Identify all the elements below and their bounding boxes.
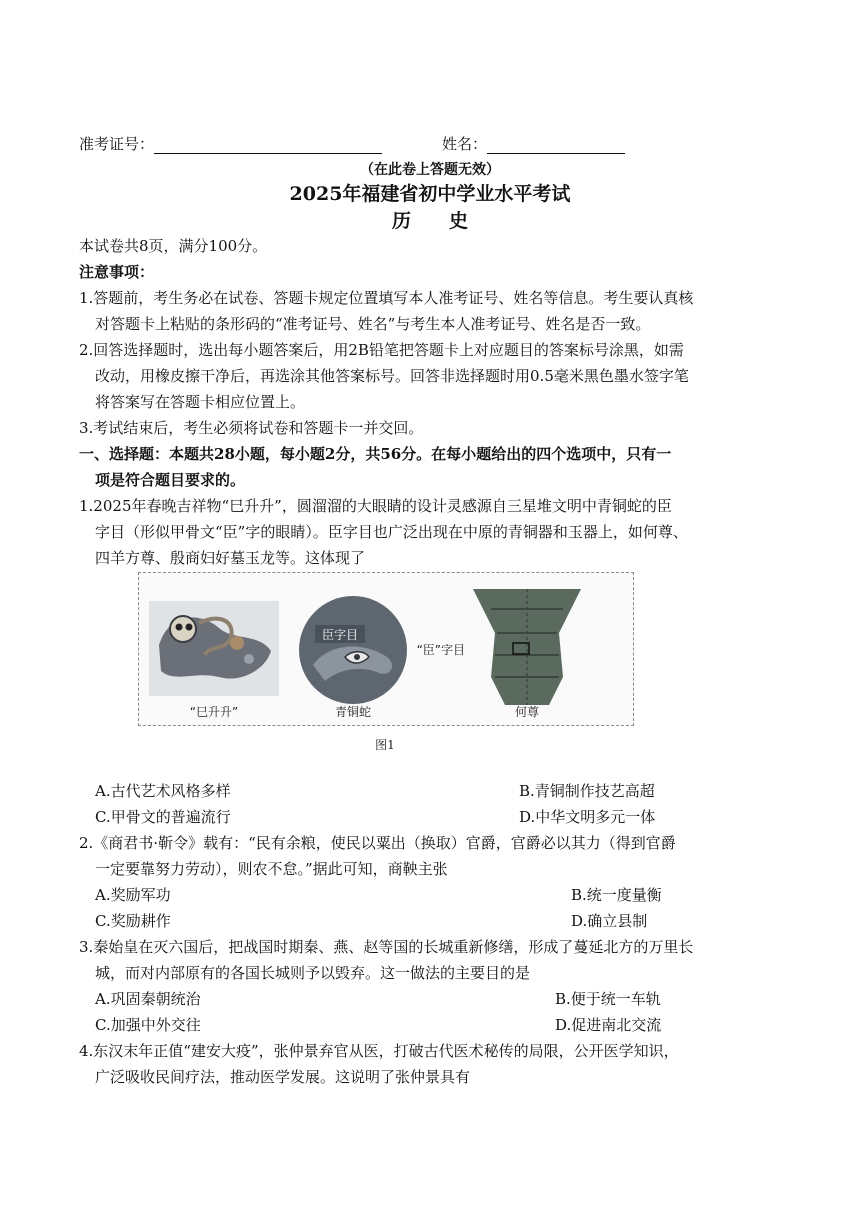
q2-option-a[interactable]: A.奖励军功 <box>95 886 171 904</box>
q1-option-a[interactable]: A.古代艺术风格多样 <box>95 782 231 800</box>
q2-option-b[interactable]: B.统一度量衡 <box>571 886 662 904</box>
q1-line-2: 字目（形似甲骨文“臣”字的眼睛）。臣字目也广泛出现在中原的青铜器和玉器上，如何尊、 <box>95 523 688 541</box>
mascot-image <box>149 601 279 696</box>
name-label: 姓名： <box>442 135 488 153</box>
q4-line-2: 广泛吸收民间疗法，推动医学发展。这说明了张仲景具有 <box>95 1068 471 1086</box>
q2-line-2: 一定要靠努力劳动），则农不怠。”据此可知，商鞅主张 <box>95 860 448 878</box>
he-zun-image <box>417 589 581 705</box>
figure-1-caption: 图1 <box>375 738 395 752</box>
exam-number-row <box>79 134 382 154</box>
note-2-line-3: 将答案写在答题卡相应位置上。 <box>95 393 306 411</box>
exam-number-blank[interactable] <box>154 137 382 154</box>
snake-eye-label: 臣字目 <box>321 628 359 642</box>
name-blank[interactable] <box>487 137 625 154</box>
notes-title: 注意事项： <box>79 263 155 281</box>
note-1-line-1: 1.答题前，考生务必在试卷、答题卡规定位置填写本人准考证号、姓名等信息。考生要认真核 <box>79 289 694 307</box>
section-heading-line-1: 一、选择题：本题共28小题，每小题2分，共56分。在每小题给出的四个选项中，只有一 <box>79 445 672 463</box>
name-row <box>442 134 625 154</box>
note-2-line-2: 改动，用橡皮擦干净后，再选涂其他答案标号。回答非选择题时用0.5毫米黑色墨水签字笔 <box>95 367 689 385</box>
q1-option-b[interactable]: B.青铜制作技艺高超 <box>519 782 655 800</box>
q1-option-d[interactable]: D.中华文明多元一体 <box>519 808 656 826</box>
q1-option-c[interactable]: C.甲骨文的普遍流行 <box>95 808 231 826</box>
note-1-line-2: 对答题卡上粘贴的条形码的“准考证号、姓名”与考生本人准考证号、姓名是否一致。 <box>95 315 651 333</box>
zun-caption: 何尊 <box>514 705 540 719</box>
q2-option-c[interactable]: C.奖励耕作 <box>95 912 171 930</box>
mascot-caption: “巳升升” <box>189 705 239 719</box>
q2-option-d[interactable]: D.确立县制 <box>571 912 648 930</box>
q3-option-c[interactable]: C.加强中外交往 <box>95 1016 201 1034</box>
q1-line-1: 1.2025年春晚吉祥物“巳升升”，圆溜溜的大眼睛的设计灵感源自三星堆文明中青铜蛇的臣 <box>79 497 672 515</box>
zun-eye-label: “臣”字目 <box>416 643 465 657</box>
q4-line-1: 4.东汉末年正值“建安大疫”，张仲景弃官从医，打破古代医术秘传的局限，公开医学知识， <box>79 1042 679 1060</box>
section-heading-line-2: 项是符合题目要求的。 <box>95 471 246 489</box>
bronze-snake-image <box>299 596 407 704</box>
exam-title: 2025年福建省初中学业水平考试 <box>289 183 571 205</box>
note-3-line-1: 3.考试结束后，考生必须将试卷和答题卡一并交回。 <box>79 419 424 437</box>
note-2-line-1: 2.回答选择题时，选出每小题答案后，用2B铅笔把答题卡上对应题目的答案标号涂黑，如需 <box>79 341 684 359</box>
snake-caption: 青铜蛇 <box>334 705 372 719</box>
exam-subject: 历 史 <box>391 210 468 232</box>
q3-option-d[interactable]: D.促进南北交流 <box>555 1016 662 1034</box>
q1-line-3: 四羊方尊、殷商妇好墓玉龙等。这体现了 <box>95 549 366 567</box>
intro-text: 本试卷共8页，满分100分。 <box>79 237 268 255</box>
q2-line-1: 2.《商君书·靳令》载有：“民有余粮，使民以粟出（换取）官爵，官爵必以其力（得到官爵 <box>79 834 676 852</box>
figure-1 <box>138 572 634 726</box>
figure-1-illustration <box>139 573 633 725</box>
q3-option-a[interactable]: A.巩固秦朝统治 <box>95 990 201 1008</box>
q3-line-2: 城，而对内部原有的各国长城则予以毁弃。这一做法的主要目的是 <box>95 964 531 982</box>
invalid-notice: （在此卷上答题无效） <box>360 162 500 178</box>
exam-number-label: 准考证号： <box>79 135 155 153</box>
q3-line-1: 3.秦始皇在灭六国后，把战国时期秦、燕、赵等国的长城重新修缮，形成了蔓延北方的万里长 <box>79 938 694 956</box>
q3-option-b[interactable]: B.便于统一车轨 <box>555 990 661 1008</box>
